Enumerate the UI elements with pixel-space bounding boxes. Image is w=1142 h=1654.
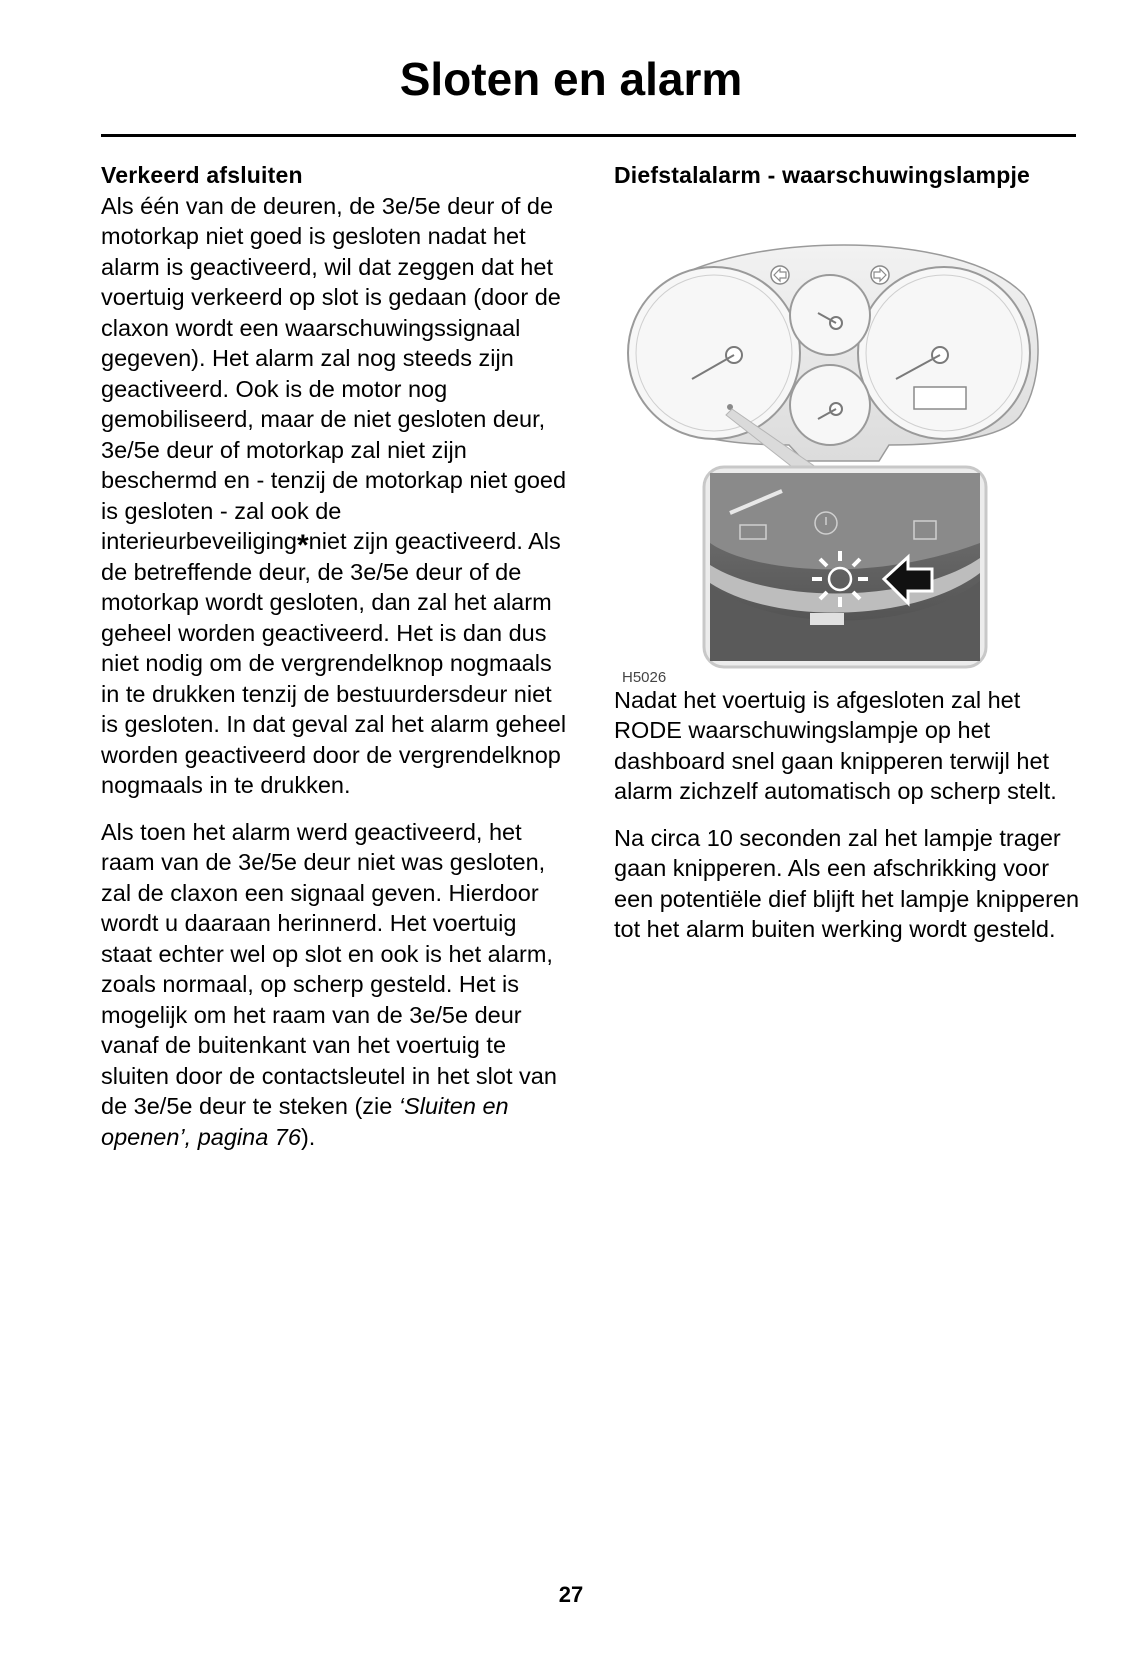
fuel-gauge-dial	[790, 275, 870, 355]
warning-lamp-zoom-view	[704, 467, 986, 667]
turn-left-indicator-icon	[771, 266, 789, 284]
paragraph-end: ).	[300, 1123, 316, 1150]
section-heading-verkeerd-afsluiten: Verkeerd afsluiten	[101, 162, 303, 188]
paragraph-verkeerd-afsluiten	[101, 191, 571, 801]
paragraph-text: Als toen het alarm werd geactiveerd, het raam van de 3e/5e deur niet was gesloten, zal de claxon een signaal geven. Hierdoor wordt u daaraan herinnerd. Het voertuig staat echter wel op slot en ook is het alarm, zoals normaal, op scherp gesteld. Het is mogelijk om het raam van de 3e/5e deur vanaf de buitenkant van het voertuig te sluiten door de contactsleutel in het slot van de 3e/5e deur te steken (zie	[101, 818, 557, 1119]
right-column	[614, 160, 1084, 961]
left-column	[101, 160, 571, 1168]
page-title: Sloten en alarm	[399, 53, 743, 105]
instrument-cluster-figure	[614, 213, 1044, 686]
paragraph-text-cont: niet zijn geactiveerd. Als de betreffende deur, de 3e/5e deur of de motorkap wordt gesloten, dan zal het alarm geheel worden geactiveerd. Het is dan dus niet nodig om de vergrendelknop nogmaals in te drukken tenzij de bestuurdersdeur niet is gesloten. In dat geval zal het alarm geheel worden geactiveerd door de vergrendelknop nogmaals in te drukken.	[101, 528, 567, 798]
temperature-gauge-dial	[790, 365, 870, 445]
asterisk-footnote-mark: *	[296, 529, 309, 562]
paragraph-lampje-knipperen: Nadat het voertuig is afgesloten zal het RODE waarschuwingslampje op het dashboard snel gaan knipperen terwijl het alarm zichzelf automatisch op scherp stelt.	[614, 686, 1057, 804]
tachometer-dial	[858, 267, 1030, 439]
title-rule	[101, 134, 1076, 137]
figure-label: H5026	[622, 668, 667, 686]
turn-right-indicator-icon	[871, 266, 889, 284]
odometer-display	[914, 387, 966, 409]
speedometer-dial	[628, 267, 800, 439]
page-number: 27	[558, 1582, 584, 1607]
paragraph-raam-niet-gesloten	[101, 817, 571, 1153]
section-heading-diefstalalarm: Diefstalalarm - waarschuwingslampje	[614, 162, 1031, 188]
cross-reference-link[interactable]: ‘Sluiten en openen’, pagina 76	[101, 1093, 509, 1150]
paragraph-trager-knipperen: Na circa 10 seconden zal het lampje trager gaan knipperen. Als een afschrikking voor een potentiële dief blijft het lampje knipperen tot het alarm buiten werking wordt gesteld.	[614, 824, 1080, 942]
instrument-cluster-illustration	[614, 213, 1044, 675]
paragraph-text: Als één van de deuren, de 3e/5e deur of de motorkap niet goed is gesloten nadat het alarm is geactiveerd, wil dat zeggen dat het voertuig verkeerd op slot is gedaan (door de claxon wordt een waarschuwingssignaal gegeven). Het alarm zal nog steeds zijn geactiveerd. Ook is de motor nog gemobiliseerd, maar de niet gesloten deur, 3e/5e deur of motorkap zal niet zijn beschermd en - tenzij de motorkap niet goed is gesloten - zal ook de interieurbeveiliging	[101, 192, 567, 554]
